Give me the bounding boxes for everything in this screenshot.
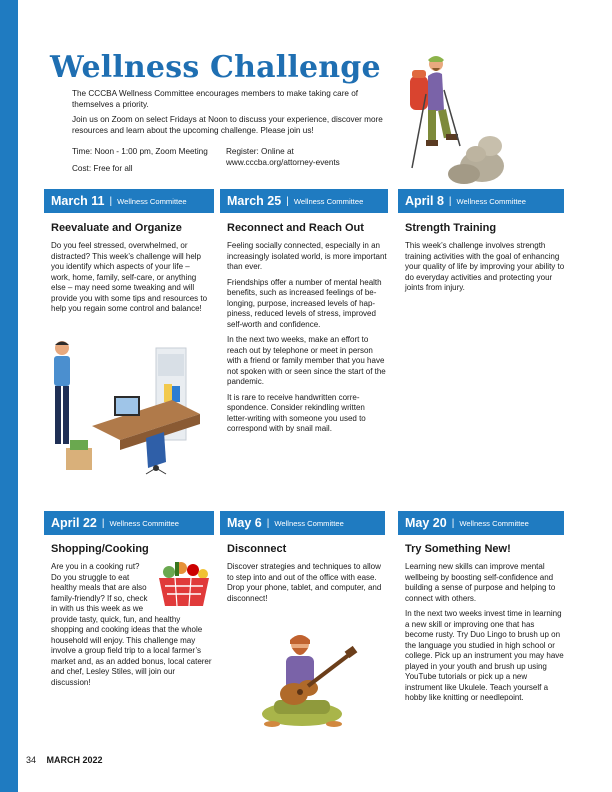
cost-text: Cost: Free for all bbox=[72, 164, 133, 173]
session-text: It is rare to receive handwritten corre-spondence. Consider rekindling written letter-writing with someone you used to correspond with by snail mail. bbox=[227, 392, 366, 433]
session-heading: Strength Training bbox=[405, 222, 497, 234]
session-date: May 20 bbox=[405, 516, 447, 530]
hiker-illustration bbox=[398, 50, 510, 186]
session-date: May 6 bbox=[227, 516, 262, 530]
session-header-may-20 bbox=[398, 511, 564, 535]
session-text: Friendships offer a number of mental health benefits, such as increased feelings of be-longing, purpose, increased levels of hap-piness, reduced levels of stress, improved self-worth and confidence. bbox=[227, 277, 382, 329]
session-header-march-25 bbox=[220, 189, 388, 213]
session-march-11 bbox=[51, 222, 211, 320]
register-link[interactable]: www.cccba.org/attorney-events bbox=[226, 158, 340, 167]
session-text: This week’s challenge involves strength training activities with the goal of enhancing your quality of life by improving your ability to do everyday activities and protecting your joints from injury. bbox=[405, 241, 565, 292]
session-april-8 bbox=[405, 222, 565, 299]
separator: | bbox=[101, 517, 105, 529]
separator: | bbox=[451, 517, 455, 529]
session-header-may-6 bbox=[220, 511, 385, 535]
session-text: Do you feel stressed, overwhelmed, or distracted? This week’s challenge will help you identify which aspects of your life – work, home, family, self-care, or anything else – may need some tweaking and will provide you with some tips and resources to help you regain some control and balance! bbox=[51, 241, 208, 313]
session-heading: Reevaluate and Organize bbox=[51, 222, 182, 234]
session-text: Are you in a cooking rut? Do you struggle to eat healthy meals that are also family-friendly? If so, check in with us this week as we provide tasty, quick, fun, and healthy shopping and cooking ideas that the whole household will enjoy. This challenge may involve a group field trip to a local farmer’s market and, as an added bonus, local caterer and chef, Lesley Stiles, will join our discussion! bbox=[51, 562, 212, 687]
left-accent-bar bbox=[0, 0, 18, 792]
registration-details bbox=[226, 146, 340, 174]
committee-label: Wellness Committee bbox=[456, 196, 527, 206]
session-date: March 11 bbox=[51, 194, 105, 208]
register-label: Register: Online at bbox=[226, 147, 294, 156]
session-may-6 bbox=[227, 543, 387, 609]
committee-label: Wellness Committee bbox=[274, 518, 344, 528]
committee-label: Wellness Committee bbox=[459, 518, 529, 528]
session-text: Feeling socially connected, especially in an increasingly isolated world, is more important than ever. bbox=[227, 241, 387, 271]
session-march-25 bbox=[227, 222, 387, 440]
session-heading: Try Something New! bbox=[405, 543, 511, 555]
intro-paragraph: The CCCBA Wellness Committee encourages members to make taking care of themselves a priority. bbox=[72, 89, 359, 109]
intro-paragraph: Join us on Zoom on select Fridays at Noon to discuss your experience, discover more resources and learn about the upcoming challenge. Please join us! bbox=[72, 115, 383, 135]
committee-label: Wellness Committee bbox=[293, 196, 364, 206]
session-header-april-22 bbox=[44, 511, 214, 535]
session-heading: Reconnect and Reach Out bbox=[227, 222, 364, 234]
committee-label: Wellness Committee bbox=[109, 518, 179, 528]
session-date: March 25 bbox=[227, 194, 282, 208]
session-heading: Shopping/Cooking bbox=[51, 543, 149, 555]
session-text: Discover strategies and techniques to allow to step into and out of the office with ease. Drop your phone, tablet, and computer, and disconnect! bbox=[227, 562, 382, 603]
session-heading: Disconnect bbox=[227, 543, 287, 555]
session-header-april-8 bbox=[398, 189, 564, 213]
grocery-basket-illustration bbox=[155, 560, 213, 612]
session-text: In the next two weeks, make an effort to reach out by telephone or meet in person with a friend or family member that you have not spoken with or seen since the start of the pandemic. bbox=[227, 335, 386, 386]
page-footer bbox=[26, 755, 103, 765]
separator: | bbox=[109, 195, 113, 207]
page-number: 34 bbox=[26, 755, 37, 765]
issue-month: MARCH 2022 bbox=[46, 755, 103, 765]
session-april-22 bbox=[51, 543, 213, 693]
committee-label: Wellness Committee bbox=[117, 196, 187, 206]
session-text: Learning new skills can improve mental wellbeing by boosting self-confidence and building a sense of purpose and helping to connect with others. bbox=[405, 562, 556, 603]
session-may-20 bbox=[405, 543, 565, 709]
separator: | bbox=[448, 195, 452, 207]
session-text: In the next two weeks invest time in learning a new skill or improving one that has become rusty. Try Duo Lingo to brush up on the language you studied in high school or college. Pick up an instrument you may have played in your youth and brush up using YouTube tutorials or pick up a new instrument like Ukulele. Teach yourself a hobby like knitting or needlepoint. bbox=[405, 609, 564, 702]
event-details bbox=[72, 146, 208, 180]
intro-text bbox=[72, 88, 394, 140]
separator: | bbox=[286, 195, 289, 207]
session-date: April 8 bbox=[405, 194, 444, 208]
office-desk-illustration bbox=[52, 340, 202, 492]
page-title: Wellness Challenge bbox=[50, 50, 381, 85]
session-date: April 22 bbox=[51, 516, 97, 530]
time-text: Time: Noon - 1:00 pm, Zoom Meeting bbox=[72, 147, 208, 156]
separator: | bbox=[266, 517, 270, 529]
guitar-player-illustration bbox=[254, 632, 364, 736]
session-header-march-11 bbox=[44, 189, 214, 213]
